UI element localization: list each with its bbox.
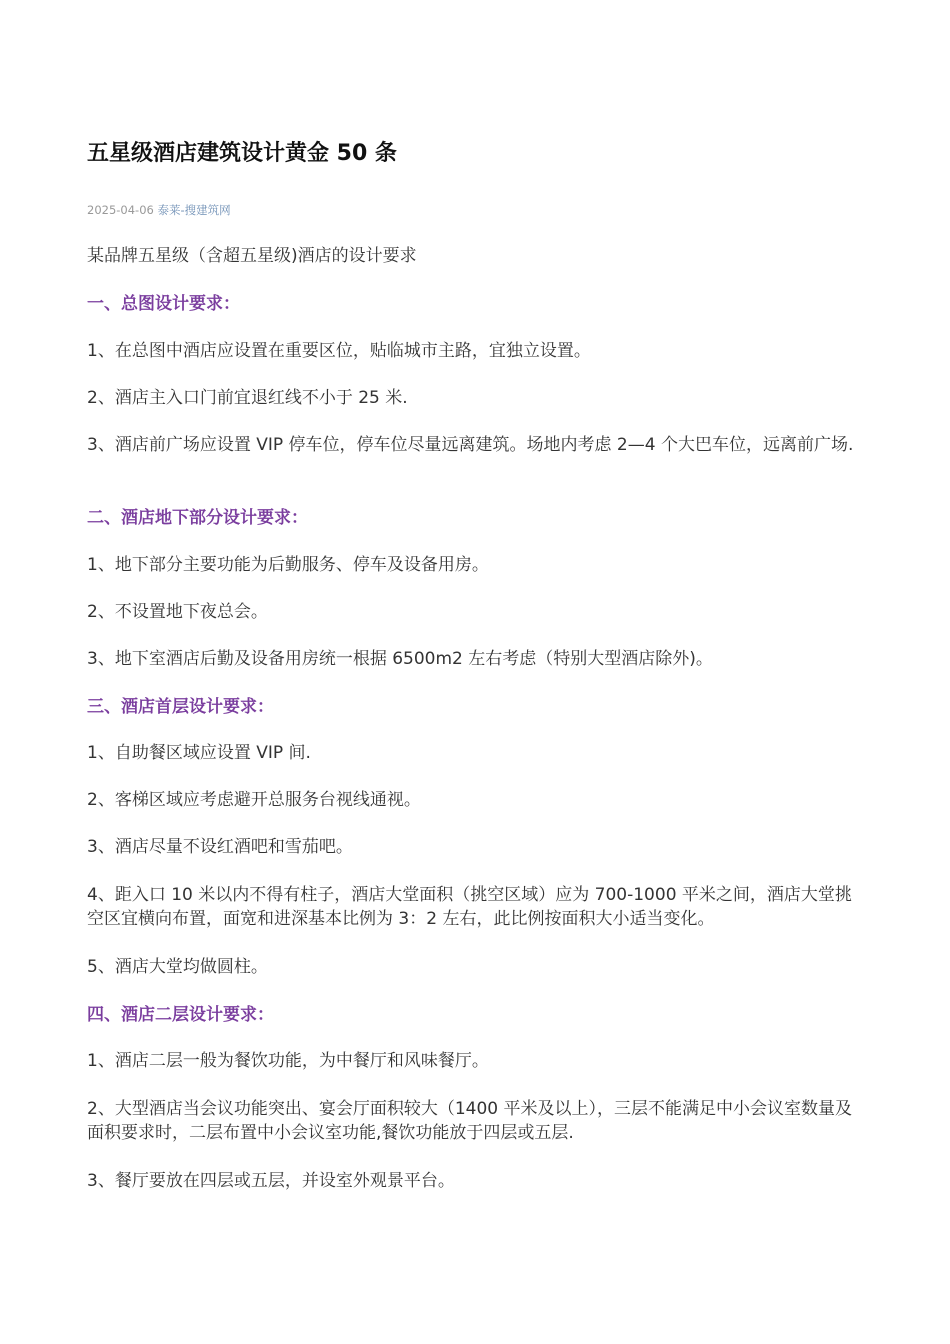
list-item: 1、酒店二层一般为餐饮功能，为中餐厅和风味餐厅。 [87,1051,489,1071]
section-heading: 一、总图设计要求： [87,294,240,314]
list-item: 3、酒店前广场应设置 VIP 停车位，停车位尽量远离建筑。场地内考虑 2—4 个大巴车位，远离前广场. [87,435,854,455]
list-item: 2、不设置地下夜总会。 [87,602,268,622]
article-intro: 某品牌五星级（含超五星级)酒店的设计要求 [87,246,417,266]
list-item: 3、地下室酒店后勤及设备用房统一根据 6500m2 左右考虑（特别大型酒店除外)。 [87,649,713,669]
list-item: 4、距入口 10 米以内不得有柱子，酒店大堂面积（挑空区域）应为 700-1000 平米之间，酒店大堂挑空区宜横向布置，面宽和进深基本比例为 3：2 左右，此比例按面积大小适当变化。 [87,885,852,929]
section-heading: 四、酒店二层设计要求： [87,1005,274,1025]
section-heading: 二、酒店地下部分设计要求： [87,508,308,528]
article-title: 五星级酒店建筑设计黄金 50 条 [87,141,397,166]
list-item: 3、酒店尽量不设红酒吧和雪茄吧。 [87,837,353,857]
list-item: 1、地下部分主要功能为后勤服务、停车及设备用房。 [87,555,489,575]
list-item: 2、客梯区域应考虑避开总服务台视线通视。 [87,790,421,810]
section-heading: 三、酒店首层设计要求： [87,697,274,717]
publish-date: 2025-04-06 [87,203,154,217]
list-item: 5、酒店大堂均做圆柱。 [87,957,268,977]
list-item: 1、在总图中酒店应设置在重要区位，贴临城市主路，宜独立设置。 [87,341,591,361]
list-item: 2、大型酒店当会议功能突出、宴会厅面积较大（1400 平米及以上），三层不能满足中小会议室数量及面积要求时，二层布置中小会议室功能,餐饮功能放于四层或五层. [87,1099,852,1143]
list-item: 1、自助餐区域应设置 VIP 间. [87,743,311,763]
list-item: 3、餐厅要放在四层或五层，并设室外观景平台。 [87,1171,455,1191]
author-link[interactable]: 泰莱-搜建筑网 [157,203,231,217]
article-meta [87,202,231,218]
list-item: 2、酒店主入口门前宜退红线不小于 25 米. [87,388,408,408]
